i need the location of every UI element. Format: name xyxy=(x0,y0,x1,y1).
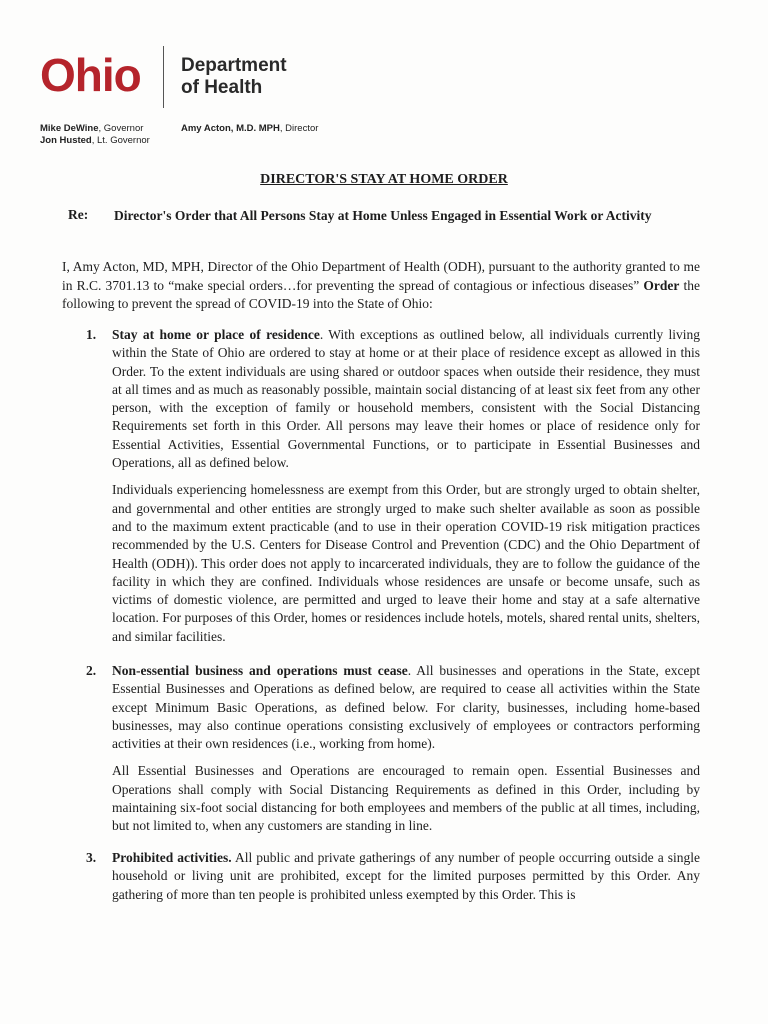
lt-governor-name: Jon Husted xyxy=(40,135,92,146)
intro-order-word: Order xyxy=(643,277,680,293)
re-subject: Director's Order that All Persons Stay at Home Unless Engaged in Essential Work or Activity xyxy=(114,208,652,223)
department-line-2: of Health xyxy=(181,77,263,98)
item-number: 1. xyxy=(86,327,97,342)
item-paragraph xyxy=(112,326,700,472)
item-text: All public and private gatherings of any number of people occurring outside a single household or living unit are prohibited, except for the limited purposes permitted by this Order. Any gathering of more than ten people is prohibited unless exempted by this Order. This is xyxy=(112,850,700,902)
order-item-3 xyxy=(86,849,700,913)
lt-governor xyxy=(40,135,150,147)
item-paragraph-2: Individuals experiencing homelessness are exempt from this Order, but are strongly urged to obtain shelter, and governmental and other entities are strongly urged to make such shelter available as soon as possible and to the maximum extent practicable (and to use in their operation COVID-19 risk mitigation practices recommended by the U.S. Centers for Disease Control and Prevention (CDC) and the Ohio Department of Health (ODH)). This order does not apply to incarcerated individuals, they are to follow the guidance of the facility in which they are confined. Individuals whose residences are unsafe or become unsafe, such as victims of domestic violence, are permitted and urged to leave their home and stay at a safe alternative location. For purposes of this Order, homes or residences include hotels, motels, shared rental units, shelters, and similar facilities. xyxy=(112,482,700,644)
governor xyxy=(40,123,150,135)
document-title: DIRECTOR'S STAY AT HOME ORDER xyxy=(260,172,508,187)
item-heading: Prohibited activities. xyxy=(112,850,232,865)
header-divider xyxy=(163,46,164,108)
item-number: 2. xyxy=(86,663,97,678)
item-text: . With exceptions as outlined below, all individuals currently living within the State of Ohio are ordered to stay at home or at their place of residence except as allowed in this Order. To the extent individuals are using shared or outdoor spaces when outside their residence, they must at all times and as much as reasonably possible, maintain social distancing of at least six feet from any other person, with the exception of family or household members, consistent with the Social Distancing Requirements set forth in this Order. All persons may leave their homes or place of residence only for Essential Activities, Essential Governmental Functions, or to participate in Essential Businesses and Operations, all as defined below. xyxy=(112,327,701,471)
item-text: . All businesses and operations in the State, except Essential Businesses and Operations as defined below, are required to cease all activities within the State except Minimum Basic Operations, as defined below. For clarity, businesses, including home-based businesses, may also continue operations consisting exclusively of employees or contractors performing activities at their own residences (i.e., working from home). xyxy=(112,663,701,752)
governor-name: Mike DeWine xyxy=(40,123,99,134)
intro-paragraph xyxy=(62,258,700,314)
director-name: Amy Acton, M.D. MPH xyxy=(181,123,280,134)
intro-text-1: I, Amy Acton, MD, MPH, Director of the Ohio Department of Health (ODH), pursuant to the authority granted to me in R.C. 3701.13 to “make special orders…for preventing the spread of contagious or infectious diseases” xyxy=(62,259,700,293)
re-label: Re: xyxy=(68,207,89,222)
director-title: , Director xyxy=(279,123,319,134)
item-number: 3. xyxy=(86,850,97,865)
department-name xyxy=(181,55,287,99)
ohio-logo: Ohio xyxy=(40,49,141,101)
item-heading: Stay at home or place of residence xyxy=(112,327,320,342)
item-paragraph-2: All Essential Businesses and Operations are encouraged to remain open. Essential Businesses and Operations shall comply with Social Distancing Requirements as defined in this Order, including by maintaining six-foot social distancing for both employees and members of the public at all times, including, but not limited to, when any customers are standing in line. xyxy=(112,763,700,834)
lt-governor-title: , Lt. Governor xyxy=(91,135,150,146)
governor-title: , Governor xyxy=(98,123,144,134)
item-paragraph xyxy=(112,849,700,904)
item-paragraph xyxy=(112,662,700,753)
department-line-1: Department xyxy=(181,55,287,76)
item-heading: Non-essential business and operations must cease xyxy=(112,663,408,678)
order-item-2 xyxy=(86,662,700,845)
intro-text-2: the following to prevent the spread of COVID-19 into the State of Ohio: xyxy=(62,277,701,311)
officials-block xyxy=(40,123,150,147)
order-item-1 xyxy=(86,326,700,655)
director-block xyxy=(181,123,318,134)
